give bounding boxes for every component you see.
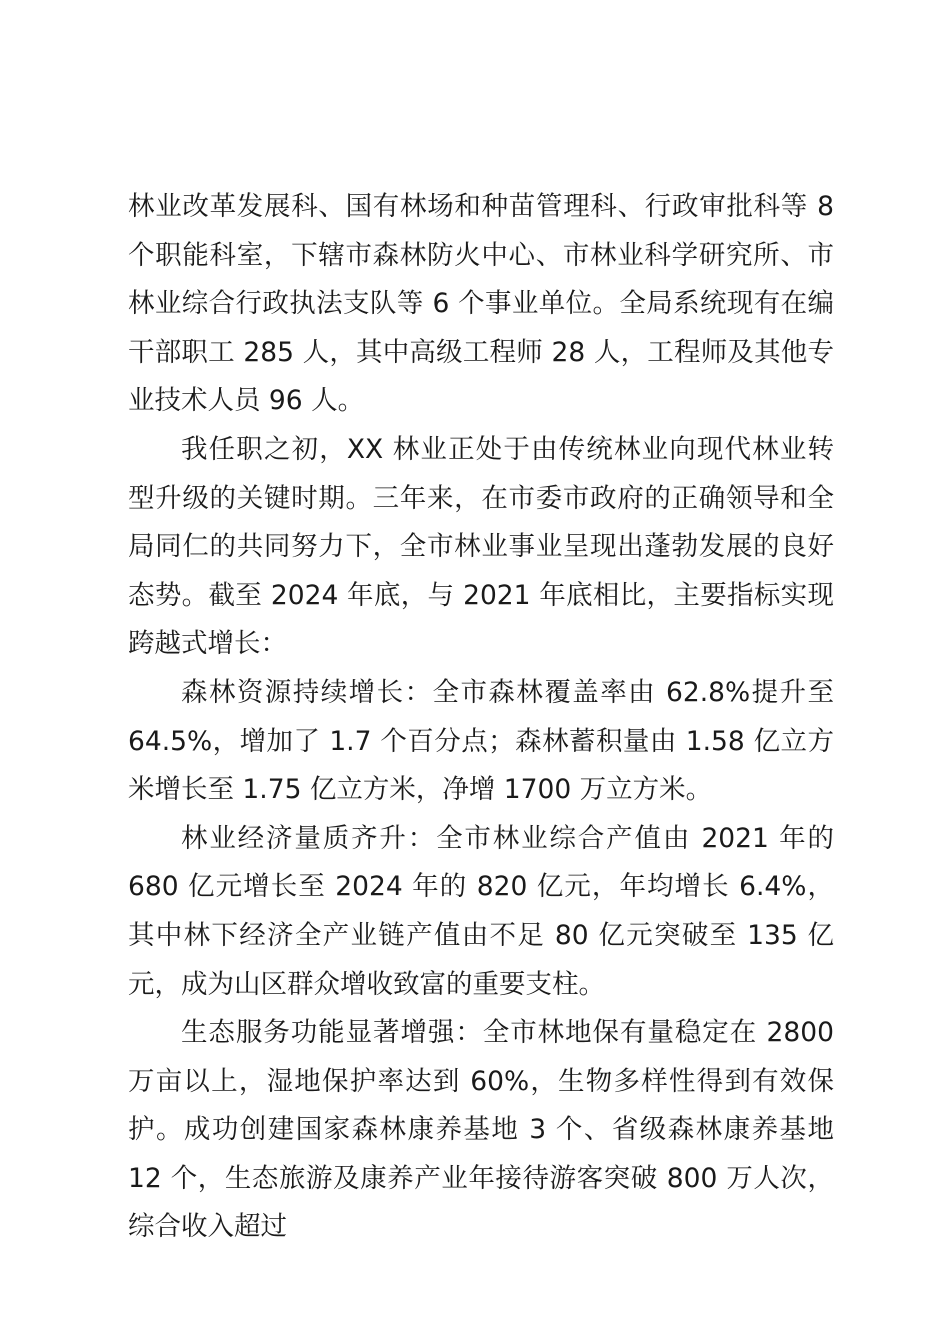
paragraph-staff-overview: 林业改革发展科、国有林场和种苗管理科、行政审批科等 8 个职能科室，下辖市森林防火中心、市林业科学研究所、市林业综合行政执法支队等 6 个事业单位。全局系统现有在编干部职工 285 人，其中高级工程师 28 人，工程师及其他专业技术人员 96 人。 — [128, 191, 834, 417]
paragraph-ecological-services: 生态服务功能显著增强：全市林地保有量稳定在 2800 万亩以上，湿地保护率达到 60%，生物多样性得到有效保护。成功创建国家森林康养基地 3 个、省级森林康养基地 12 个，生态旅游及康养产业年接待游客突破 800 万人次，综合收入超过 — [128, 1017, 834, 1243]
paragraph-tenure-intro: 我任职之初，XX 林业正处于由传统林业向现代林业转型升级的关键时期。三年来，在市委市政府的正确领导和全局同仁的共同努力下，全市林业事业呈现出蓬勃发展的良好态势。截至 2024 年底，与 2021 年底相比，主要指标实现跨越式增长： — [128, 433, 834, 660]
document-body — [128, 183, 834, 1252]
paragraph-forest-resources: 森林资源持续增长：全市森林覆盖率由 62.8%提升至 64.5%，增加了 1.7 个百分点；森林蓄积量由 1.58 亿立方米增长至 1.75 亿立方米，净增 1700 万立方米。 — [128, 676, 834, 806]
paragraph-forestry-economy: 林业经济量质齐升：全市林业综合产值由 2021 年的 680 亿元增长至 2024 年的 820 亿元，年均增长 6.4%，其中林下经济全产业链产值由不足 80 亿元突破至 135 亿元，成为山区群众增收致富的重要支柱。 — [128, 822, 834, 1000]
